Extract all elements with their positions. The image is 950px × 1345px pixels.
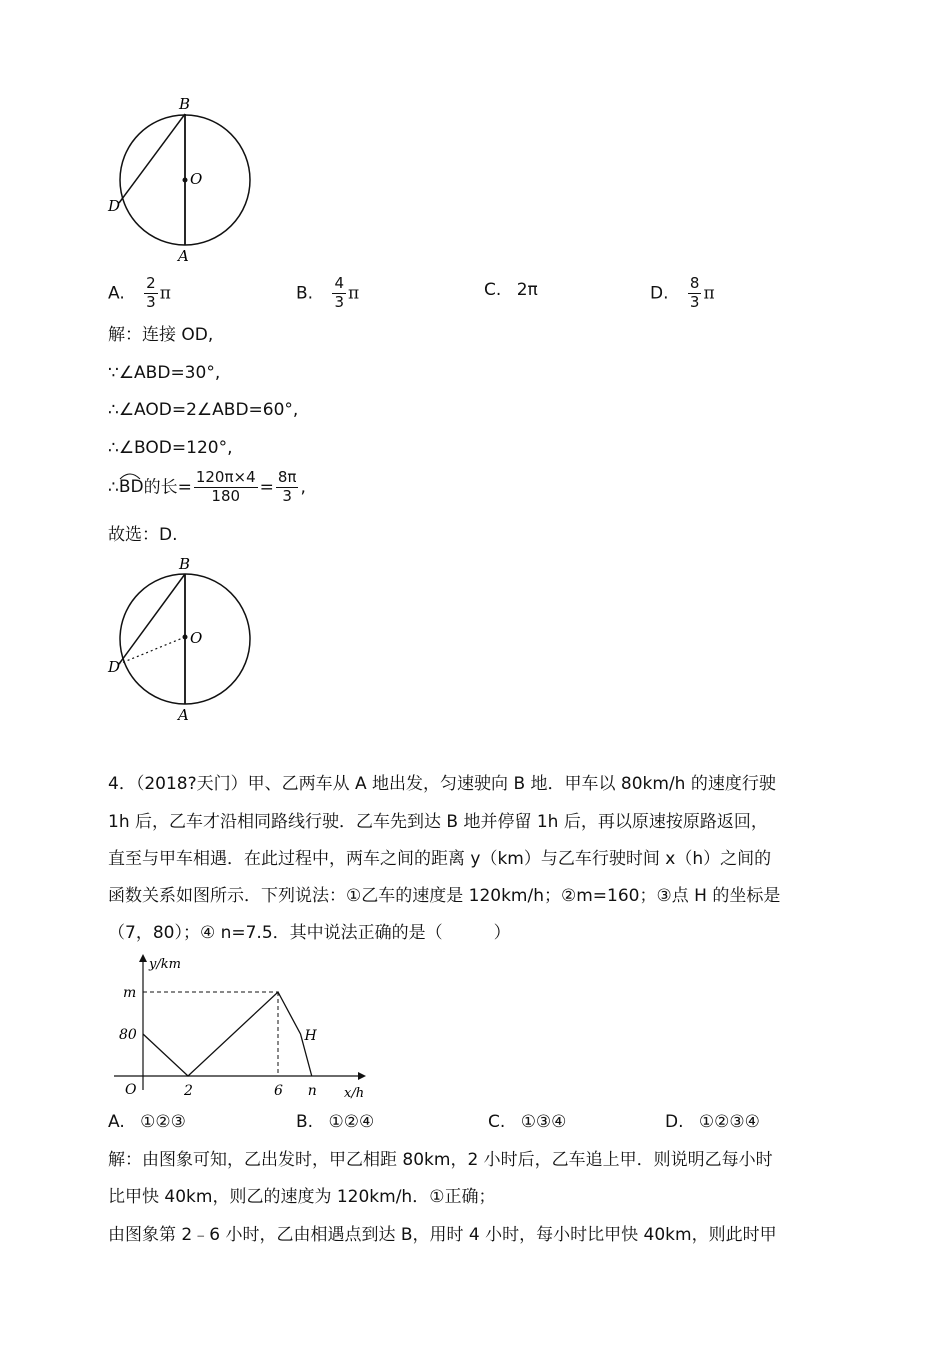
q4-option-d[interactable] <box>665 1114 760 1131</box>
solution-line-3: ∴∠AOD=2∠ABD=60°, <box>108 400 299 420</box>
q4-line-1: 4．（2018?天门）甲、乙两车从 A 地出发，匀速驶向 B 地．甲车以 80km/h 的速度行驶 <box>108 774 776 794</box>
x-tick-2: 2 <box>184 1083 193 1099</box>
circle-figure-1 <box>100 92 270 264</box>
q4-line-2: 1h 后，乙车才沿相同路线行驶．乙车先到达 B 地并停留 1h 后，再以原速按原路返回， <box>108 812 768 832</box>
y-axis-arrow <box>139 954 147 962</box>
x-tick-6: 6 <box>274 1083 283 1099</box>
solution-line-4: ∴∠BOD=120°, <box>108 438 233 458</box>
solution-answer: 故选：D. <box>108 525 178 545</box>
x-tick-origin: O <box>125 1082 137 1098</box>
comma: , <box>300 477 306 498</box>
option-label: A. <box>108 283 125 304</box>
denominator: 3 <box>146 292 156 311</box>
option-label: D. <box>665 1112 684 1132</box>
q4-line-4: 函数关系如图所示．下列说法：①乙车的速度是 120km/h；②m=160；③点 H 的坐标是 <box>108 886 781 906</box>
option-label: B. <box>296 1112 314 1132</box>
q3-option-d[interactable] <box>650 276 715 311</box>
fraction <box>688 276 702 311</box>
equals-sign: = <box>259 477 274 498</box>
denominator: 180 <box>211 486 241 505</box>
arc-label: BD <box>118 477 144 498</box>
arc-bd <box>119 479 144 496</box>
center-dot <box>183 178 188 183</box>
q4-solution-line-1: 解：由图象可知，乙出发时，甲乙相距 80km，2 小时后，乙车追上甲．则说明乙每小时 <box>108 1150 773 1170</box>
q4-solution-line-2: 比甲快 40km，则乙的速度为 120km/h．①正确； <box>108 1187 496 1207</box>
pi-symbol: π <box>703 283 715 304</box>
q4-option-b[interactable] <box>296 1114 374 1131</box>
solution-line-2: ∵∠ABD=30°, <box>108 363 221 383</box>
option-text: ①②③ <box>140 1112 186 1132</box>
circle-figure-2 <box>100 553 270 725</box>
label-d: D <box>108 197 121 215</box>
label-a: A <box>178 706 189 724</box>
y-tick-m: m <box>123 985 137 1001</box>
pi-symbol: π <box>159 283 171 304</box>
point-label-h: H <box>304 1028 317 1044</box>
q4-line-5: （7，80）；④ n=7.5．其中说法正确的是（ ） <box>108 923 511 943</box>
fraction <box>332 276 346 311</box>
option-label: C. <box>484 280 502 300</box>
q3-option-c[interactable] <box>484 282 538 299</box>
denominator: 3 <box>334 292 345 311</box>
denominator: 3 <box>689 292 700 311</box>
x-tick-n: n <box>307 1083 317 1099</box>
arc-mark <box>119 472 141 480</box>
label-b: B <box>179 555 191 573</box>
label-o: O <box>190 629 203 647</box>
label-o: O <box>190 170 203 188</box>
chord-bd <box>119 114 185 203</box>
label-d: D <box>108 658 121 676</box>
label-a: A <box>178 247 189 264</box>
option-text: ①③④ <box>520 1112 567 1132</box>
series-line-distance <box>143 992 312 1076</box>
numerator: 120π×4 <box>195 468 256 486</box>
q4-option-a[interactable] <box>108 1114 186 1131</box>
fraction-1 <box>194 470 258 505</box>
option-label: A. <box>108 1112 125 1132</box>
y-tick-80: 80 <box>119 1027 137 1043</box>
arc-length-text: 的长= <box>143 477 192 498</box>
solution-line-1: 解：连接 OD, <box>108 325 214 345</box>
option-text: ①②③④ <box>698 1112 760 1132</box>
option-label: B. <box>296 283 314 304</box>
denominator: 3 <box>282 486 292 505</box>
solution-line-5 <box>108 470 306 505</box>
pi-symbol: π <box>348 283 360 304</box>
y-axis-label: y/km <box>149 957 181 972</box>
x-axis-label: x/h <box>344 1086 365 1101</box>
q3-option-b[interactable] <box>296 276 359 311</box>
option-text: ①②④ <box>328 1112 375 1132</box>
q4-solution-line-3: 由图象第 2﹣6 小时，乙由相遇点到达 B，用时 4 小时，每小时比甲快 40km，则此时甲 <box>108 1225 777 1245</box>
distance-time-chart <box>100 950 380 1102</box>
numerator: 2 <box>146 274 156 292</box>
option-label: D. <box>650 283 669 304</box>
q4-option-c[interactable] <box>488 1114 566 1131</box>
numerator: 8π <box>277 468 297 486</box>
therefore-sign: ∴ <box>108 477 119 498</box>
fraction-2 <box>276 470 299 505</box>
label-b: B <box>179 95 191 113</box>
q3-option-a[interactable] <box>108 276 171 311</box>
numerator: 4 <box>334 274 345 292</box>
q4-line-3: 直至与甲车相遇．在此过程中，两车之间的距离 y（km）与乙车行驶时间 x（h）之间的 <box>108 849 772 869</box>
x-axis-arrow <box>358 1072 366 1080</box>
option-label: C. <box>488 1112 506 1132</box>
center-dot <box>183 635 188 640</box>
numerator: 8 <box>689 274 700 292</box>
option-text: 2π <box>516 280 538 300</box>
fraction <box>144 276 158 311</box>
